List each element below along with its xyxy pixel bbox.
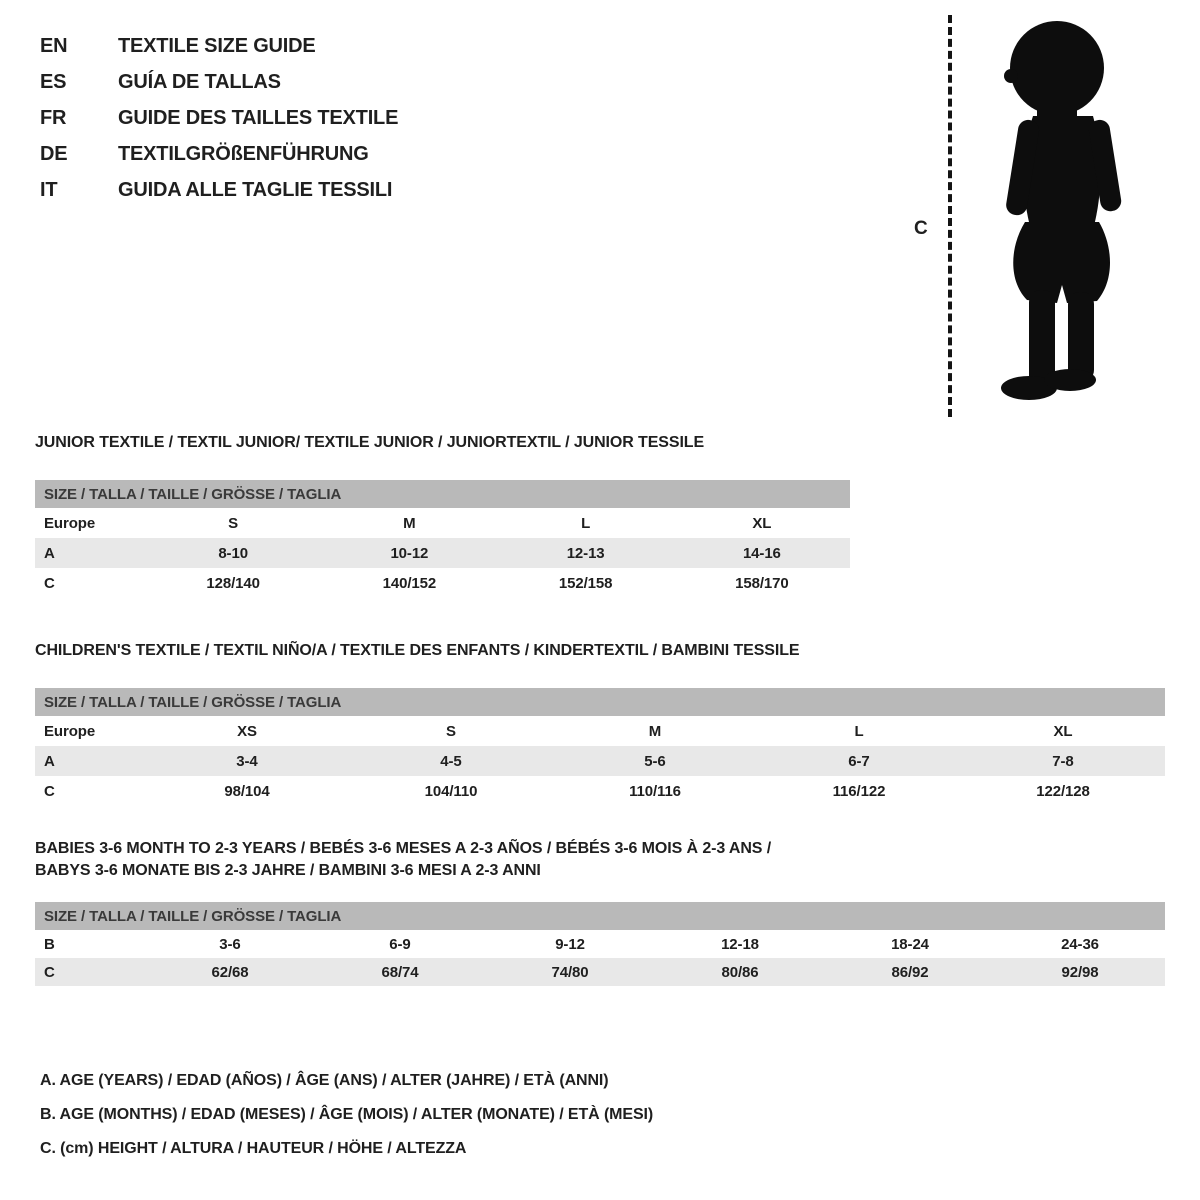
size-cell: 4-5 bbox=[349, 746, 553, 776]
language-row-fr bbox=[40, 100, 398, 136]
size-cell: L bbox=[581, 514, 591, 532]
size-cell: 158/170 bbox=[735, 574, 789, 592]
table-header-row bbox=[35, 480, 850, 508]
table-row bbox=[35, 716, 1165, 746]
size-cell: 3-6 bbox=[219, 935, 241, 953]
size-cell: XL bbox=[1053, 722, 1073, 740]
table-row bbox=[35, 508, 850, 538]
size-cell: 8-10 bbox=[145, 538, 321, 568]
language-code: FR bbox=[40, 106, 67, 129]
row-label-cell: C bbox=[44, 782, 55, 800]
language-row-es bbox=[40, 64, 398, 100]
baby-silhouette-icon bbox=[966, 12, 1162, 422]
size-cell: 14-16 bbox=[674, 538, 850, 568]
size-cell: L bbox=[854, 722, 864, 740]
row-label-cell: A bbox=[35, 746, 145, 776]
height-measure-figure bbox=[900, 10, 1170, 422]
size-cell: 12-18 bbox=[721, 935, 759, 953]
size-cell: S bbox=[228, 514, 239, 532]
size-cell: 128/140 bbox=[206, 574, 260, 592]
size-cell: 24-36 bbox=[1061, 935, 1099, 953]
size-cell: 122/128 bbox=[1036, 782, 1090, 800]
size-cell: 3-4 bbox=[145, 746, 349, 776]
guide-title-en: TEXTILE SIZE GUIDE bbox=[118, 34, 316, 57]
table-row bbox=[35, 958, 1165, 986]
size-cell: 152/158 bbox=[558, 574, 613, 592]
table-row bbox=[35, 776, 1165, 806]
language-row-de bbox=[40, 136, 398, 172]
babies-size-table bbox=[35, 902, 1165, 986]
table-row bbox=[35, 746, 1165, 776]
size-cell: M bbox=[403, 514, 416, 532]
height-measure-label: C bbox=[914, 218, 928, 239]
language-row-en bbox=[40, 28, 398, 64]
legend-line-a: A. AGE (YEARS) / EDAD (AÑOS) / ÂGE (ANS) / ALTER (JAHRE) / ETÀ (ANNI) bbox=[40, 1072, 609, 1089]
size-cell: 104/110 bbox=[424, 782, 478, 800]
row-label-cell: Europe bbox=[44, 722, 96, 740]
size-cell: 9-12 bbox=[555, 935, 585, 953]
size-cell: 5-6 bbox=[553, 746, 757, 776]
table-header-row bbox=[35, 902, 1165, 930]
size-cell: 7-8 bbox=[961, 746, 1165, 776]
size-header-cell: SIZE / TALLA / TAILLE / GRÖSSE / TAGLIA bbox=[35, 688, 1165, 716]
row-label-cell: B bbox=[44, 935, 55, 953]
size-cell: 86/92 bbox=[825, 958, 995, 986]
guide-title-fr: GUIDE DES TAILLES TEXTILE bbox=[118, 106, 399, 129]
babies-section-title-line1: BABIES 3-6 MONTH TO 2-3 YEARS / BEBÉS 3-6 MESES A 2-3 AÑOS / BÉBÉS 3-6 MOIS À 2-3 ANS / bbox=[35, 840, 772, 857]
size-cell: 10-12 bbox=[321, 538, 497, 568]
language-row-it bbox=[40, 172, 398, 208]
size-cell: 68/74 bbox=[315, 958, 485, 986]
size-cell: 74/80 bbox=[485, 958, 655, 986]
language-code: ES bbox=[40, 70, 67, 93]
row-label-cell: C bbox=[44, 574, 55, 592]
row-label-cell: C bbox=[35, 958, 145, 986]
size-cell: 80/86 bbox=[655, 958, 825, 986]
guide-title-it: GUIDA ALLE TAGLIE TESSILI bbox=[118, 178, 393, 201]
children-section-title: CHILDREN'S TEXTILE / TEXTIL NIÑO/A / TEXTILE DES ENFANTS / KINDERTEXTIL / BAMBINI TESSILE bbox=[35, 642, 800, 659]
size-cell: 6-7 bbox=[757, 746, 961, 776]
size-cell: 12-13 bbox=[498, 538, 674, 568]
language-code: DE bbox=[40, 142, 68, 165]
legend-line-c: C. (cm) HEIGHT / ALTURA / HAUTEUR / HÖHE / ALTEZZA bbox=[40, 1140, 467, 1157]
size-cell: XS bbox=[237, 722, 257, 740]
row-label-cell: Europe bbox=[44, 514, 96, 532]
guide-title-de: TEXTILGRÖßENFÜHRUNG bbox=[118, 142, 369, 165]
size-header-cell: SIZE / TALLA / TAILLE / GRÖSSE / TAGLIA bbox=[35, 480, 850, 508]
language-code: IT bbox=[40, 178, 58, 201]
children-size-table bbox=[35, 688, 1165, 806]
babies-section bbox=[35, 838, 1165, 986]
measure-legend bbox=[40, 1064, 653, 1166]
size-cell: 98/104 bbox=[224, 782, 270, 800]
children-section bbox=[35, 640, 1165, 806]
junior-section-title: JUNIOR TEXTILE / TEXTIL JUNIOR/ TEXTILE JUNIOR / JUNIORTEXTIL / JUNIOR TESSILE bbox=[35, 434, 705, 451]
dashed-height-line bbox=[948, 15, 952, 417]
table-row bbox=[35, 568, 850, 598]
junior-size-table bbox=[35, 480, 850, 598]
size-cell: 140/152 bbox=[382, 574, 437, 592]
size-cell: M bbox=[648, 722, 662, 740]
size-cell: S bbox=[446, 722, 456, 740]
row-label-cell: A bbox=[35, 538, 145, 568]
legend-line-b: B. AGE (MONTHS) / EDAD (MESES) / ÂGE (MOIS) / ALTER (MONATE) / ETÀ (MESI) bbox=[40, 1106, 654, 1123]
table-row bbox=[35, 930, 1165, 958]
size-header-cell: SIZE / TALLA / TAILLE / GRÖSSE / TAGLIA bbox=[35, 902, 1165, 930]
size-cell: 92/98 bbox=[995, 958, 1165, 986]
table-header-row bbox=[35, 688, 1165, 716]
size-cell: 62/68 bbox=[145, 958, 315, 986]
babies-section-title-line2: BABYS 3-6 MONATE BIS 2-3 JAHRE / BAMBINI 3-6 MESI A 2-3 ANNI bbox=[35, 862, 541, 879]
size-cell: 6-9 bbox=[389, 935, 411, 953]
language-code: EN bbox=[40, 34, 68, 57]
size-cell: 18-24 bbox=[891, 935, 929, 953]
size-cell: 116/122 bbox=[832, 782, 886, 800]
guide-title-es: GUÍA DE TALLAS bbox=[118, 70, 281, 93]
junior-section bbox=[35, 432, 850, 598]
table-row bbox=[35, 538, 850, 568]
size-cell: 110/116 bbox=[629, 782, 681, 800]
language-title-list bbox=[40, 28, 398, 208]
size-cell: XL bbox=[752, 514, 772, 532]
